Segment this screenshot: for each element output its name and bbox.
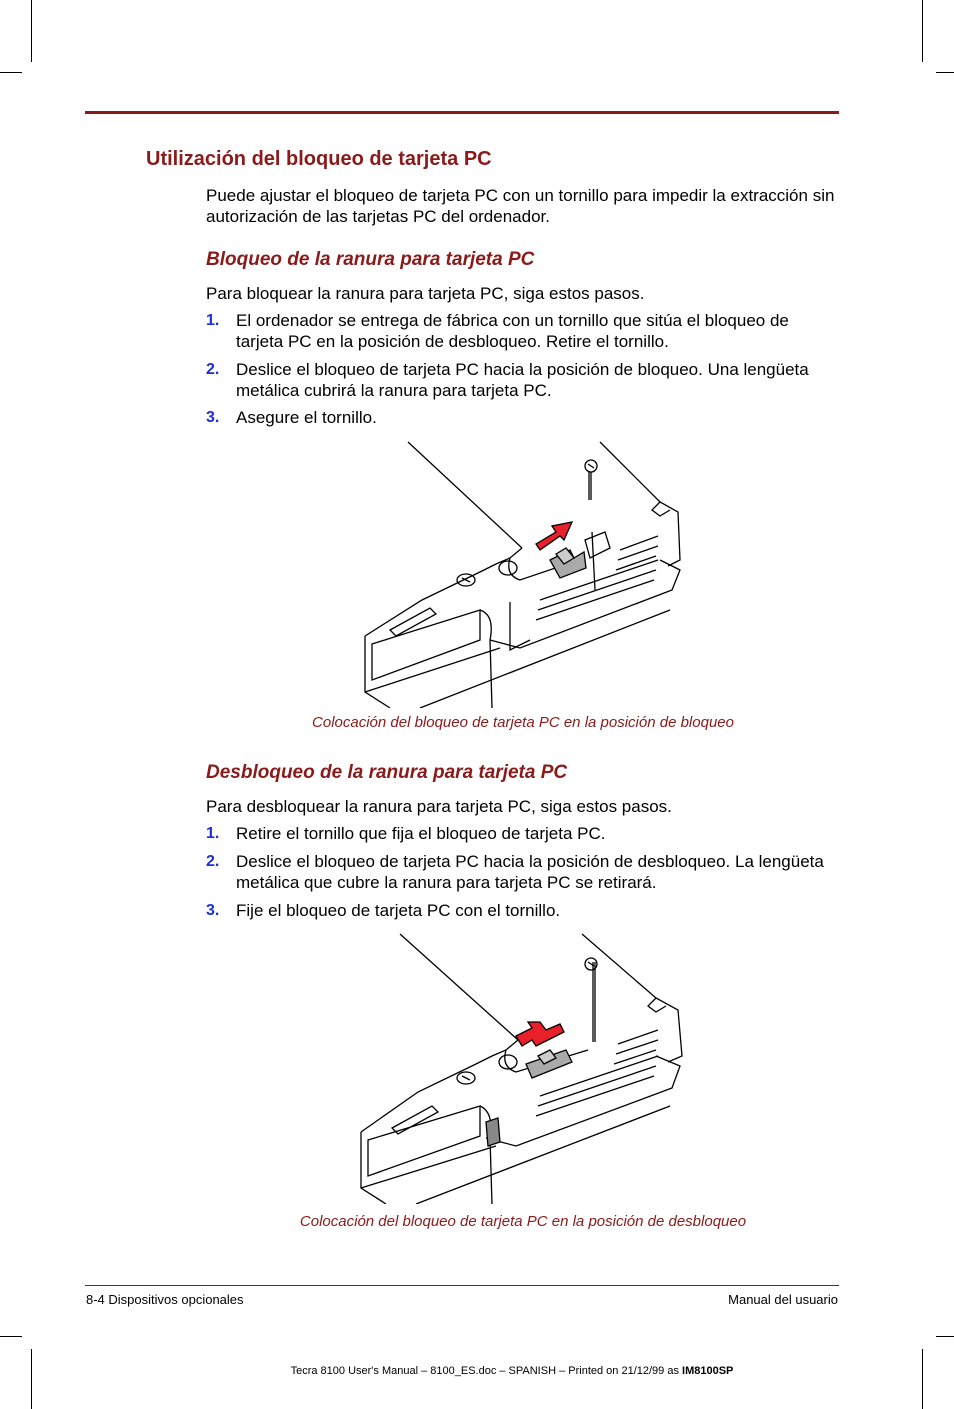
unlock-step-3-number: 3. — [206, 902, 220, 919]
unlock-caption: Colocación del bloqueo de tarjeta PC en la posición de desbloqueo — [299, 1213, 747, 1230]
section-title: Utilización del bloqueo de tarjeta PC — [146, 148, 492, 170]
unlock-step-1-number: 1. — [206, 825, 220, 842]
crop-mark — [936, 1336, 954, 1337]
crop-mark — [0, 1336, 22, 1337]
crop-mark — [0, 72, 22, 73]
header-rule — [85, 111, 839, 114]
unlock-step-1-text: Retire el tornillo que fija el bloqueo de tarjeta PC. — [236, 824, 606, 843]
unlock-step-2-text: Deslice el bloqueo de tarjeta PC hacia la posición de desbloqueo. La lengüeta metálica que cubre la ranura para tarjeta PC se retirará. — [236, 852, 824, 892]
lock-intro: Para bloquear la ranura para tarjeta PC, siga estos pasos. — [206, 284, 645, 303]
crop-mark — [922, 1349, 923, 1409]
unlock-title: Desbloqueo de la ranura para tarjeta PC — [206, 762, 568, 783]
lock-step-3-text: Asegure el tornillo. — [236, 408, 377, 427]
unlock-position-illustration — [356, 932, 688, 1204]
unlock-step-2-number: 2. — [206, 853, 220, 870]
unlock-step-3-text: Fije el bloqueo de tarjeta PC con el tornillo. — [236, 901, 561, 920]
unlock-intro: Para desbloquear la ranura para tarjeta PC, siga estos pasos. — [206, 797, 672, 816]
crop-mark — [31, 1349, 32, 1409]
lock-position-illustration — [360, 440, 685, 708]
lock-step-1-text: El ordenador se entrega de fábrica con un tornillo que sitúa el bloqueo de tarjeta PC en la posición de desbloqueo. Retire el tornillo. — [236, 311, 789, 351]
section-intro: Puede ajustar el bloqueo de tarjeta PC con un tornillo para impedir la extracción sin autorización de las tarjetas PC del ordenador. — [206, 186, 835, 226]
footer-page-label: 8-4 Dispositivos opcionales — [86, 1292, 244, 1307]
lock-step-2-text: Deslice el bloqueo de tarjeta PC hacia la posición de bloqueo. Una lengüeta metálica cubrirá la ranura para tarjeta PC. — [236, 360, 809, 400]
footer-rule — [85, 1285, 839, 1286]
crop-mark — [31, 0, 32, 62]
crop-mark — [936, 72, 954, 73]
lock-step-2-number: 2. — [206, 361, 220, 378]
crop-mark — [922, 0, 923, 62]
print-info-text: Tecra 8100 User's Manual – 8100_ES.doc – SPANISH – Printed on 21/12/99 as — [290, 1365, 683, 1377]
lock-caption: Colocación del bloqueo de tarjeta PC en la posición de bloqueo — [312, 714, 734, 731]
print-info — [212, 1365, 812, 1377]
lock-step-3-number: 3. — [206, 409, 220, 426]
print-info-code: IM8100SP — [682, 1365, 734, 1377]
footer-manual-label: Manual del usuario — [728, 1292, 838, 1307]
lock-title: Bloqueo de la ranura para tarjeta PC — [206, 249, 535, 270]
lock-step-1-number: 1. — [206, 312, 220, 329]
